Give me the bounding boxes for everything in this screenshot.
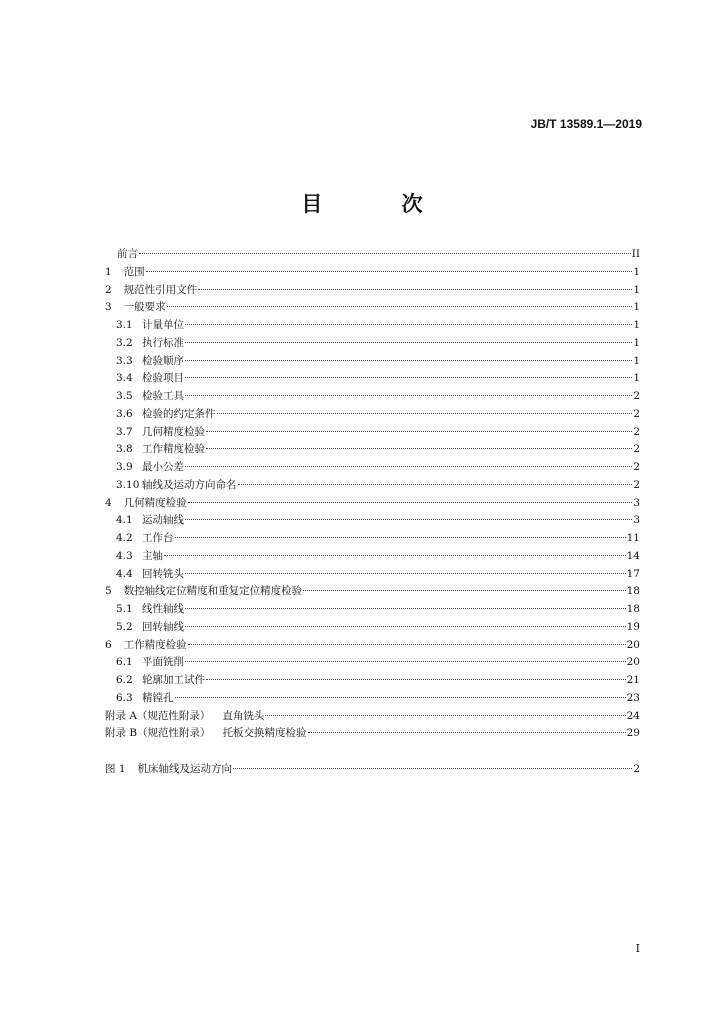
toc-entry-title: 平面铣削: [142, 656, 184, 669]
toc-entry-title: 检验工具: [142, 390, 184, 402]
toc-leader-dots: [185, 360, 632, 361]
toc-leader-dots: [185, 519, 632, 520]
toc-entry-title: 工作精度检验: [123, 638, 187, 651]
toc-entry-page: 1: [633, 336, 640, 349]
toc-entry[interactable]: [105, 335, 640, 353]
toc-entry-page: 1: [633, 301, 640, 314]
toc-leader-dots: [185, 395, 632, 396]
toc-entry[interactable]: [105, 690, 640, 708]
toc-leader-dots: [185, 377, 632, 378]
toc-leader-dots: [206, 431, 632, 432]
toc-entry[interactable]: [105, 441, 640, 459]
toc-entry-title: 一般要求: [123, 301, 166, 314]
toc-spacer: [105, 743, 640, 761]
toc-entry-number: 2: [105, 283, 112, 296]
page-title: 目 次: [301, 192, 459, 216]
toc-entry-number: 3.5: [116, 390, 133, 402]
toc-entry-page: 20: [626, 656, 640, 669]
toc-entry-number: 6.3: [116, 691, 133, 704]
toc-leader-dots: [185, 342, 632, 343]
toc-entry-page: 18: [626, 585, 640, 598]
toc-entry-title: 运动轴线: [142, 514, 184, 527]
toc-entry-title: 检验项目: [142, 372, 184, 385]
toc-entry-page: 19: [626, 620, 640, 633]
toc-entry[interactable]: [105, 495, 640, 513]
toc-entry-number: 3.10: [116, 478, 140, 491]
toc-entry-page: 1: [633, 354, 640, 367]
toc-entry-page: 2: [633, 390, 640, 402]
toc-entry-number: 图 1: [105, 763, 126, 775]
toc-entry-page: 21: [626, 674, 640, 686]
toc-entry-number: 5: [105, 585, 112, 598]
toc-leader-dots: [175, 697, 626, 698]
toc-entry[interactable]: [105, 619, 640, 637]
toc-entry[interactable]: [105, 566, 640, 584]
toc-entry-number: 3: [105, 301, 112, 314]
toc-entry-page: 1: [633, 319, 640, 331]
toc-entry-number: 6.2: [116, 674, 133, 686]
toc-entry-title: 执行标准: [142, 336, 184, 349]
toc-leader-dots: [303, 590, 625, 591]
toc-entry-number: 1: [105, 265, 112, 278]
toc-entry-title: 机床轴线及运动方向: [137, 763, 233, 775]
toc-entry-number: 附录 A（规范性附录）: [105, 709, 211, 722]
toc-entry-title: 最小公差: [142, 461, 184, 473]
toc-leader-dots: [206, 679, 626, 680]
toc-entry-page: 17: [626, 567, 640, 580]
toc-entry[interactable]: [105, 388, 640, 406]
toc-entry-number: 6.1: [116, 656, 133, 669]
toc-entry-title: 几何精度检验: [123, 496, 187, 509]
toc-entry-title: 托板交换精度检验: [222, 727, 307, 740]
toc-entry-page: 23: [626, 691, 640, 704]
toc-entry-number: 4.2: [116, 532, 133, 544]
toc-entry[interactable]: [105, 708, 640, 726]
toc-entry-page: 24: [626, 709, 640, 722]
toc-leader-dots: [206, 448, 632, 449]
toc-leader-dots: [185, 573, 626, 574]
toc-entry[interactable]: [105, 725, 640, 743]
toc-entry[interactable]: [105, 512, 640, 530]
toc-entry-title: 轴线及运动方向命名: [142, 478, 237, 491]
toc-entry[interactable]: [105, 672, 640, 690]
toc-entry[interactable]: [105, 424, 640, 442]
table-of-contents: [105, 246, 640, 779]
toc-entry-number: 3.8: [116, 443, 133, 456]
toc-entry-number: 4.4: [116, 567, 133, 580]
toc-list: [105, 246, 640, 743]
toc-entry[interactable]: [105, 530, 640, 548]
toc-entry[interactable]: [105, 370, 640, 388]
toc-leader-dots: [185, 608, 626, 609]
toc-entry-page: 1: [633, 372, 640, 385]
toc-entry-page: 2: [633, 478, 640, 491]
toc-leader-dots: [233, 768, 632, 769]
toc-entry-number: 3.3: [116, 354, 133, 367]
toc-entry-number: 4: [105, 496, 112, 509]
toc-entry[interactable]: [105, 317, 640, 335]
toc-entry[interactable]: [105, 282, 640, 300]
toc-entry[interactable]: [105, 353, 640, 371]
toc-entry-title: 精镗孔: [142, 691, 174, 704]
toc-entry-number: 3.7: [116, 425, 133, 438]
toc-leader-dots: [188, 502, 633, 503]
figure-entry[interactable]: [105, 761, 640, 779]
toc-entry[interactable]: [105, 477, 640, 495]
toc-entry-title: 轮廓加工试件: [142, 674, 205, 686]
toc-entry-page: 2: [633, 407, 640, 420]
page-number: I: [635, 942, 640, 955]
toc-entry-page: 11: [626, 532, 640, 544]
toc-entry-page: 3: [633, 514, 640, 527]
toc-entry-title: 回转铣头: [142, 567, 184, 580]
toc-entry-title: 几何精度检验: [142, 425, 205, 438]
toc-entry-page: 29: [626, 727, 640, 740]
toc-entry-number: 5.2: [116, 620, 133, 633]
toc-entry[interactable]: [105, 601, 640, 619]
toc-entry-page: 1: [633, 283, 640, 296]
toc-entry[interactable]: [105, 459, 640, 477]
toc-leader-dots: [308, 732, 626, 733]
toc-entry-title: 范围: [123, 265, 145, 278]
toc-entry-number: 3.2: [116, 336, 133, 349]
toc-leader-dots: [188, 644, 626, 645]
toc-leader-dots: [198, 289, 632, 290]
toc-entry-number: 4.1: [116, 514, 133, 527]
toc-entry[interactable]: [105, 654, 640, 672]
toc-entry-number: 3.1: [116, 319, 133, 331]
toc-entry[interactable]: [105, 406, 640, 424]
toc-leader-dots: [185, 626, 626, 627]
toc-entry-number: 4.3: [116, 549, 133, 562]
toc-entry-number: 6: [105, 638, 112, 651]
toc-entry-page: 2: [633, 763, 640, 775]
toc-entry[interactable]: [105, 264, 640, 282]
toc-entry[interactable]: [105, 637, 640, 655]
toc-leader-dots: [139, 253, 631, 254]
toc-entry-page: 2: [633, 443, 640, 456]
toc-leader-dots: [217, 413, 633, 414]
toc-entry-title: 数控轴线定位精度和重复定位精度检验: [123, 585, 303, 598]
toc-entry-title: 回转轴线: [142, 620, 184, 633]
toc-entry-title: 直角铣头: [222, 709, 265, 722]
toc-entry[interactable]: [105, 299, 640, 317]
toc-entry-title: 线性轴线: [142, 603, 184, 615]
toc-leader-dots: [175, 537, 626, 538]
toc-entry-page: 2: [633, 461, 640, 473]
toc-entry-number: 3.4: [116, 372, 133, 385]
toc-entry-page: 1: [633, 265, 640, 278]
toc-entry-page: 2: [633, 425, 640, 438]
toc-entry[interactable]: [105, 548, 640, 566]
toc-leader-dots: [167, 306, 633, 307]
toc-entry[interactable]: [105, 246, 640, 264]
toc-entry-title: 检验顺序: [142, 354, 184, 367]
toc-entry-title: 计量单位: [142, 319, 184, 331]
toc-entry-number: 附录 B（规范性附录）: [105, 727, 211, 740]
toc-entry-title: 主轴: [142, 549, 163, 562]
toc-leader-dots: [185, 466, 632, 467]
toc-leader-dots: [185, 661, 626, 662]
toc-leader-dots: [185, 324, 632, 325]
toc-leader-dots: [265, 715, 625, 716]
document-code: JB/T 13589.1—2019: [530, 117, 642, 131]
toc-entry-number: 5.1: [116, 603, 133, 615]
toc-entry-page: 14: [626, 549, 640, 562]
toc-entry-number: 3.9: [116, 461, 133, 473]
toc-entry-title: 工作台: [142, 532, 174, 544]
toc-entry-number: 3.6: [116, 407, 133, 420]
figure-list: [105, 761, 640, 779]
toc-leader-dots: [164, 555, 626, 556]
toc-entry[interactable]: [105, 583, 640, 601]
toc-entry-title: 前言: [117, 248, 138, 260]
toc-entry-page: 18: [626, 603, 640, 615]
toc-leader-dots: [146, 271, 633, 272]
toc-entry-page: 3: [633, 496, 640, 509]
toc-entry-title: 检验的约定条件: [142, 407, 216, 420]
toc-entry-title: 规范性引用文件: [123, 283, 198, 296]
toc-entry-title: 工作精度检验: [142, 443, 205, 456]
toc-entry-page: 20: [626, 638, 640, 651]
toc-leader-dots: [238, 484, 633, 485]
toc-entry-page: II: [631, 248, 640, 260]
